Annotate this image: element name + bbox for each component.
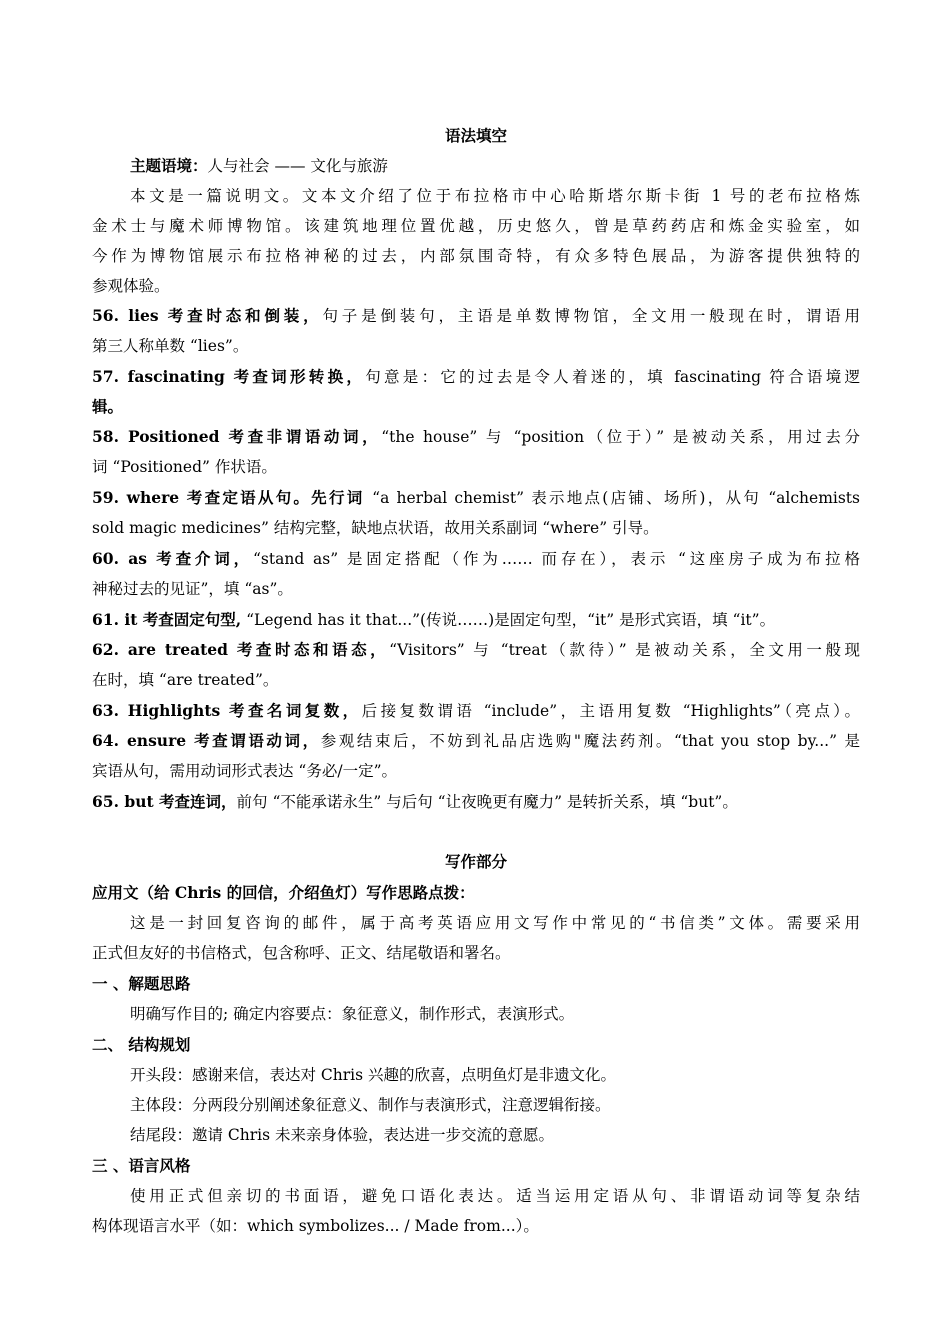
- answer-head: 60. as 考查介词，: [92, 549, 253, 568]
- answer-56-cont: 第三人称单数 “lies”。: [92, 337, 249, 355]
- theme-label: 主题语境：: [130, 156, 208, 175]
- answer-text: 句子是倒装句，主语是单数博物馆，全文用一般现在时，谓语用: [322, 307, 860, 325]
- answer-60-cont: 神秘过去的见证”，填 “as”。: [92, 580, 293, 598]
- intro-line: 金术士与魔术师博物馆。该建筑地理位置优越，历史悠久，曾是草药药店和炼金实验室，如: [92, 217, 860, 235]
- answer-text: 参观结束后，不妨到礼品店选购"魔法药剂。“that you stop by...” 是: [320, 732, 860, 750]
- theme-value: 人与社会 —— 文化与旅游: [207, 157, 388, 175]
- section-2-item: 开头段：感谢来信，表达对 Chris 兴趣的欣喜，点明鱼灯是非遗文化。: [130, 1066, 617, 1084]
- theme-line: [130, 151, 860, 181]
- answer-head: 63. Highlights 考查名词复数，: [92, 701, 362, 720]
- intro-line: 参观体验。: [92, 277, 170, 295]
- answer-head: 57. fascinating 考查词形转换，: [92, 367, 366, 386]
- writing-intro-line: 正式但友好的书信格式，包含称呼、正文、结尾敬语和署名。: [92, 944, 511, 962]
- section-2-item: 主体段：分两段分别阐述象征意义、制作与表演形式，注意逻辑衔接。: [130, 1096, 611, 1114]
- answer-head: 65. but 考查连词，: [92, 792, 237, 811]
- answer-62: [92, 635, 860, 665]
- section-3-title: 三 、语言风格: [92, 1156, 191, 1175]
- section-2-title: 二、 结构规划: [92, 1035, 191, 1054]
- writing-intro-line: 这是一封回复咨询的邮件，属于高考英语应用文写作中常见的“书信类”文体。需要采用: [130, 914, 860, 932]
- section-1-text: 明确写作目的; 确定内容要点：象征意义，制作形式，表演形式。: [130, 1005, 575, 1023]
- answer-head: 58. Positioned 考查非谓语动词，: [92, 427, 382, 446]
- grammar-title: 语法填空: [444, 126, 507, 145]
- writing-subtitle: 应用文（给 Chris 的回信，介绍鱼灯）写作思路点拨：: [92, 883, 475, 902]
- answer-text: “Visitors” 与 “treat（款待）” 是被动关系，全文用一般现: [389, 641, 860, 659]
- answer-text: “a herbal chemist” 表示地点(店铺、场所)，从句 “alchemists: [372, 489, 860, 507]
- answer-65: [92, 787, 860, 817]
- answer-text: 句意是：它的过去是令人着迷的，填 fascinating 符合语境逻: [365, 368, 860, 386]
- section-1-title: 一 、解题思路: [92, 974, 191, 993]
- intro-line: 今作为博物馆展示布拉格神秘的过去，内部氛围奇特，有众多特色展品，为游客提供独特的: [92, 247, 860, 265]
- answer-60: [92, 544, 860, 574]
- answer-head: 56. lies 考查时态和倒装，: [92, 306, 323, 325]
- answer-text: “the house” 与 “position（位于）” 是被动关系，用过去分: [381, 428, 860, 446]
- answer-57: [92, 362, 860, 392]
- answer-56: [92, 301, 860, 331]
- answer-64: [92, 726, 860, 756]
- answer-head: 64. ensure 考查谓语动词，: [92, 731, 321, 750]
- answer-61: [92, 605, 860, 635]
- section-3-text: 使用正式但亲切的书面语，避免口语化表达。适当运用定语从句、非谓语动词等复杂结: [130, 1187, 860, 1205]
- answer-58: [92, 422, 860, 452]
- answer-58-cont: 词 “Positioned” 作状语。: [92, 458, 277, 476]
- answer-text: “Legend has it that...”(传说……)是固定句型，“it” 是形式宾语，填 “it”。: [241, 611, 776, 629]
- answer-head: 59. where 考查定语从句。先行词: [92, 488, 373, 507]
- answer-64-cont: 宾语从句，需用动词形式表达 “务必/一定”。: [92, 762, 397, 780]
- section-2-item: 结尾段：邀请 Chris 未来亲身体验，表达进一步交流的意愿。: [130, 1126, 555, 1144]
- answer-text: “stand as” 是固定搭配（作为…… 而存在），表示 “这座房子成为布拉格: [252, 550, 860, 568]
- answer-head: 62. are treated 考查时态和语态，: [92, 640, 390, 659]
- answer-59-cont: sold magic medicines” 结构完整，缺地点状语，故用关系副词 “where” 引导。: [92, 519, 659, 537]
- answer-62-cont: 在时，填 “are treated”。: [92, 671, 279, 689]
- answer-head: 61. it 考查固定句型,: [92, 610, 242, 629]
- answer-59: [92, 483, 860, 513]
- answer-57-cont: 辑。: [92, 397, 124, 416]
- answer-text: 后接复数谓语 “include”，主语用复数 “Highlights”（亮点）。: [361, 702, 860, 720]
- intro-line: 本文是一篇说明文。文本文介绍了位于布拉格市中心哈斯塔尔斯卡街 1 号的老布拉格炼: [130, 187, 860, 205]
- answer-text: 前句 “不能承诺永生” 与后句 “让夜晚更有魔力” 是转折关系，填 “but”。: [236, 793, 738, 811]
- writing-title: 写作部分: [444, 852, 507, 871]
- section-3-text: 构体现语言水平（如：which symbolizes... / Made from...）。: [92, 1217, 539, 1235]
- answer-63: [92, 696, 860, 726]
